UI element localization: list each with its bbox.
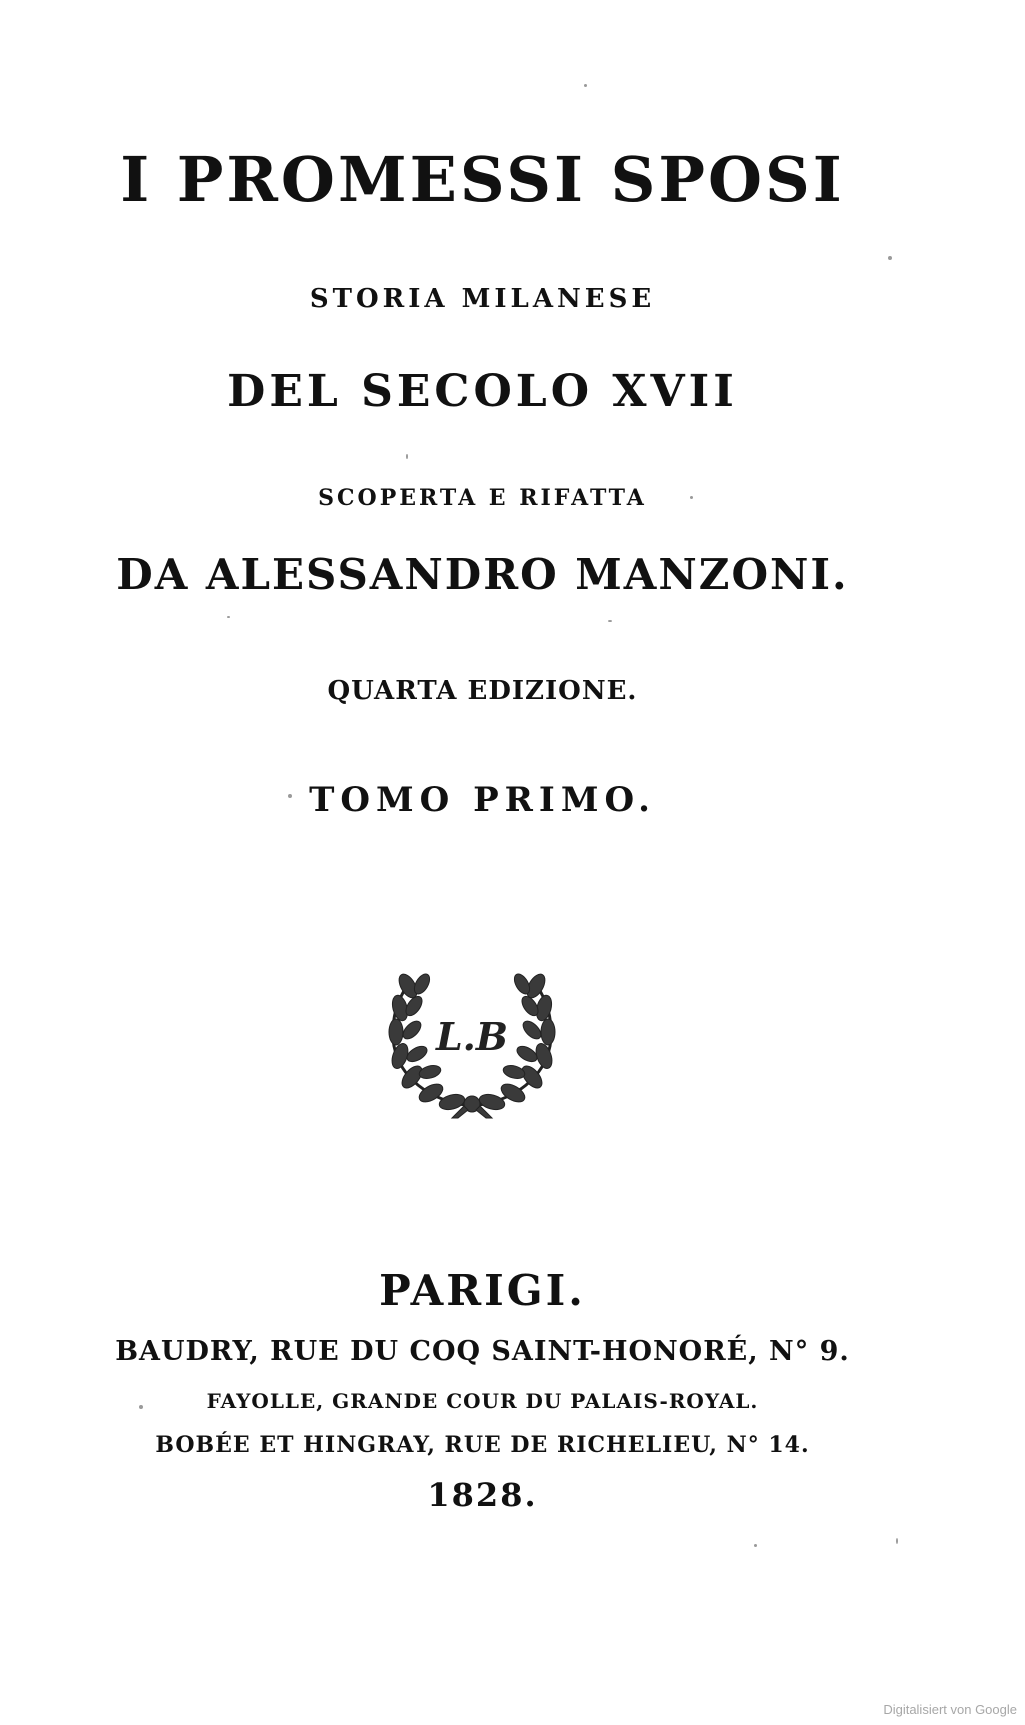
author-line: DA ALESSANDRO MANZONI.: [116, 550, 849, 599]
publisher-line-1: BAUDRY, RUE DU COQ SAINT-HONORÉ, N° 9.: [115, 1336, 850, 1367]
paper-speck: [608, 620, 612, 622]
paper-speck: [288, 794, 292, 798]
volume-line: TOMO PRIMO.: [309, 780, 656, 820]
subtitle-line-1: STORIA MILANESE: [309, 284, 656, 314]
paper-speck: [888, 256, 892, 260]
publication-year: 1828.: [427, 1476, 538, 1514]
book-title: I PROMESSI SPOSI: [120, 143, 845, 216]
paper-speck: [690, 496, 693, 499]
emblem-monogram: L.B: [435, 1014, 509, 1059]
edition-line: QUARTA EDIZIONE.: [327, 676, 638, 706]
paper-speck: [406, 454, 408, 459]
publisher-line-2: FAYOLLE, GRANDE COUR DU PALAIS-ROYAL.: [206, 1389, 759, 1413]
paper-speck: [139, 1405, 143, 1409]
subtitle-line-3: SCOPERTA E RIFATTA: [318, 485, 647, 511]
laurel-wreath-icon: [382, 956, 562, 1122]
paper-speck: [754, 1544, 757, 1547]
subtitle-line-2: DEL SECOLO XVII: [227, 366, 738, 417]
publication-city: PARIGI.: [379, 1266, 586, 1315]
paper-speck: [584, 84, 587, 87]
paper-speck: [896, 1538, 898, 1544]
paper-speck: [227, 616, 230, 618]
digitization-watermark: Digitalisiert von Google: [883, 1702, 1017, 1717]
publisher-emblem: [382, 956, 562, 1122]
publisher-line-3: BOBÉE ET HINGRAY, RUE DE RICHELIEU, N° 14.: [155, 1432, 810, 1458]
